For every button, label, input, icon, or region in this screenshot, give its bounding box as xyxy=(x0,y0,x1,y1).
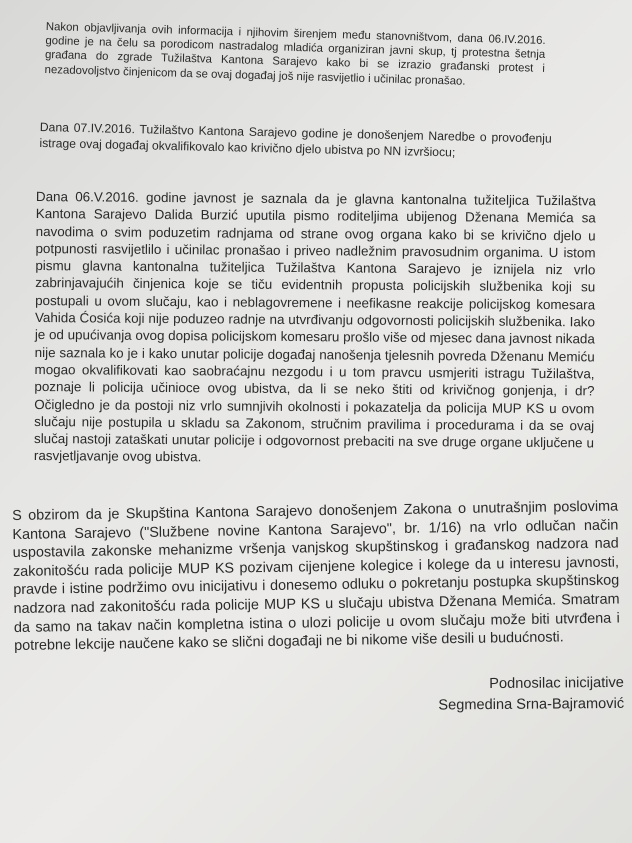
paragraph-prosecutor-letter: Dana 06.V.2016. godine javnost je saznala da je glavna kantonalna tužiteljica Tužilaštva Kantona Sarajevo Dalida Burzić uputila pismo roditeljima ubijenog Dženana Memića sa navodima o svim poduzetim radnjama od strane ovog organa kako bi se krivično djelo u potpunosti rasvijetlilo i učinilac pronašao i priveo nadležnim pravosudnim organima. U istom pismu glavna kantonalna tužiteljica Tužilaštva Kantona Sarajevo je iznijela niz vrlo zabrinjavajućih činjenica koje se tiču evidentnih propusta policijskih službenika koji su postupali u ovom slučaju, kao i neblagovremene i neefikasne reakcije policijskog komesara Vahida Ćosića koji nije poduzeo radnje na utvrđivanju odgovornosti policijskih službenika. Iako je od upućivanja ovog dopisa policijskom komesaru prošlo više od mjesec dana javnost nikada nije saznala ko je i kako unutar policije događaj nanošenja tjelesnih povreda Dženanu Memiću mogao okvalifikovati kao saobraćajnu nezgodu i u tom pravcu usmjeriti istragu Tužilaštva, poznaje li policija učinioce ovog ubistva, da li se neko štiti od krivičnog gonjenja, i dr? Očigledno je da postoji niz vrlo sumnjivih okolnosti i pokazatelja da policija MUP KS u ovom slučaju nije postupila u skladu sa Zakonom, stručnim pravilima i procedurama i da se ovaj slučaj nastoji zataškati unutar policije i odgovornost prebaciti na sve druge organe uključene u rasvjetljavanje ovog ubistva. xyxy=(33,188,596,465)
signature-name: Segmedina Srna-Bajramović xyxy=(438,695,625,714)
paragraph-investigation-order: Dana 07.IV.2016. Tužilaštvo Kantona Sarajevo godine je donošenjem Naredbe o provođenju istrage ovaj događaj okvalifikovalo kao krivično djelo ubistva po NN izvršiocu; xyxy=(39,120,552,159)
signature-block xyxy=(364,673,624,717)
paragraph-protest: Nakon objavljivanja ovih informacija i njihovim širenjem među stanovništvom, dana 06.IV.2016. godine je na čelu sa porodicom nastradalog mladića organiziran javni skup, tj protestna šetnja građana do zgrade Tužilaštva Kantona Sarajevo kako bi se izrazio građanski protest i nezadovoljstvo činjenicom da se ovaj događaj još nije rasvijetlio i učinilac pronašao. xyxy=(44,20,546,88)
signature-role: Podnosilac inicijative xyxy=(489,674,624,693)
paragraph-initiative: S obzirom da je Skupština Kantona Sarajevo donošenjem Zakona o unutrašnjim poslovima Kantona Sarajevo ("Službene novine Kantona Sarajevo", br. 1/16) na vrlo odlučan način uspostavila zakonske mehanizme vršenja vanjskog skupštinskog i građanskog nadzora nad zakonitošću rada policije MUP KS pozivam cijenjene kolegice i kolege da u interesu javnosti, pravde i istine podržimo ovu inicijativu i donesemo odluku o pokretanju postupka skupštinskog nadzora nad zakonitošću rada policije MUP KS u slučaju ubistva Dženana Memića. Smatram da samo na takav način kompletna istina o ulozi policije u ovom slučaju može biti utvrđena i potrebne lekcije naučene kako se slični događaji ne bi nikome više desili u budućnosti. xyxy=(12,498,620,655)
